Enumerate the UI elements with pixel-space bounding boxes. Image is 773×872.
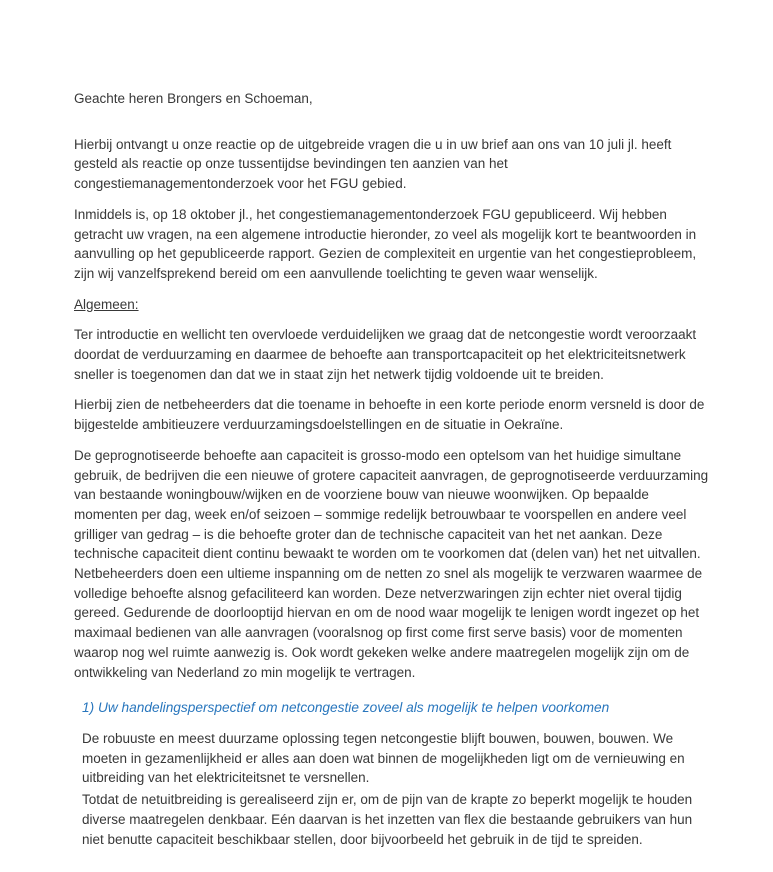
algemeen-paragraph-2: Hierbij zien de netbeheerders dat die toename in behoefte in een korte periode enorm versneld is door de bijgestelde ambitieuzere verduurzamingsdoelstellingen en de situatie in Oekraïne. xyxy=(74,397,705,433)
section-one-paragraph-2: Totdat de netuitbreiding is gerealiseerd zijn er, om de pijn van de krapte zo beperkt mogelijk te houden diverse maatregelen denkbaar. Eén daarvan is het inzetten van flex die bestaande gebruikers van hun niet benutte capaciteit beschikbaar stellen, door bijvoorbeeld het gebruik in de tijd te spreiden. xyxy=(82,792,693,847)
intro-paragraph-2: Inmiddels is, op 18 oktober jl., het congestiemanagementonderzoek FGU gepubliceerd. Wij hebben getracht uw vragen, na een algemene introductie hieronder, zo veel als mogelijk kort te beantwoorden in aanvulling op het gepubliceerde rapport. Gezien de complexiteit en urgentie van het congestieprobleem, zijn wij vanzelfsprekend bereid om een aanvullende toelichting te geven waar wenselijk. xyxy=(74,206,697,281)
algemeen-paragraph-3: De geprognotiseerde behoefte aan capaciteit is grosso-modo een optelsom van het huidige simultane gebruik, de bedrijven die een nieuwe of grotere capaciteit aanvragen, de geprognotiseerde verduurzaming van bestaande woningbouw/wijken en de voorziene bouw van nieuwe woonwijken. Op bepaalde momenten per dag, week en/of seizoen – sommige redelijk betrouwbaar te voorspellen en andere veel grilliger van gedrag – is die behoefte groter dan de technische capaciteit van het net aankan. Deze technische capaciteit dient continu bewaakt te worden om te voorkomen dat (delen van) het net uitvallen. Netbeheerders doen een ultieme inspanning om de netten zo snel als mogelijk te verzwaren waarmee de volledige behoefte alsnog gefaciliteerd kan worden. Deze netverzwaringen zijn echter niet overal tijdig gereed. Gedurende de doorlooptijd hiervan en om de nood waar mogelijk te lenigen wordt ingezet op het maximaal bedienen van alle aanvragen (vooralsnog op first come first serve basis) voor de momenten waarop nog wel ruimte aanwezig is. Ook wordt gekeken welke andere maatregelen mogelijk zijn om de ontwikkeling van Nederland zo min mogelijk te vertragen. xyxy=(74,447,709,680)
numbered-heading-handelingsperspectief: 1) Uw handelingsperspectief om netcongestie zoveel als mogelijk te helpen voorkomen xyxy=(82,700,610,716)
section-heading-algemeen: Algemeen: xyxy=(74,296,139,312)
algemeen-paragraph-1: Ter introductie en wellicht ten overvloede verduidelijken we graag dat de netcongestie wordt veroorzaakt doordat de verduurzaming en daarmee de behoefte aan transportcapaciteit op het elektriciteitsnetwerk sneller is toegenomen dan dat we in staat zijn het netwerk tijdig voldoende uit te breiden. xyxy=(74,327,697,382)
section-one-paragraph-1: De robuuste en meest duurzame oplossing tegen netcongestie blijft bouwen, bouwen, bouwen. We moeten in gezamenlijkheid er alles aan doen wat binnen de mogelijkheden ligt om de vernieuwing en uitbreiding van het elektriciteitsnet te versnellen. xyxy=(82,730,685,786)
section-one-body xyxy=(74,729,711,849)
greeting-line: Geachte heren Brongers en Schoeman, xyxy=(74,91,313,106)
intro-paragraph-1: Hierbij ontvangt u onze reactie op de uitgebreide vragen die u in uw brief aan ons van 10 juli jl. heeft gesteld als reactie op onze tussentijdse bevindingen ten aanzien van het congestiemanagementonderzoek voor het FGU gebied. xyxy=(74,136,672,192)
